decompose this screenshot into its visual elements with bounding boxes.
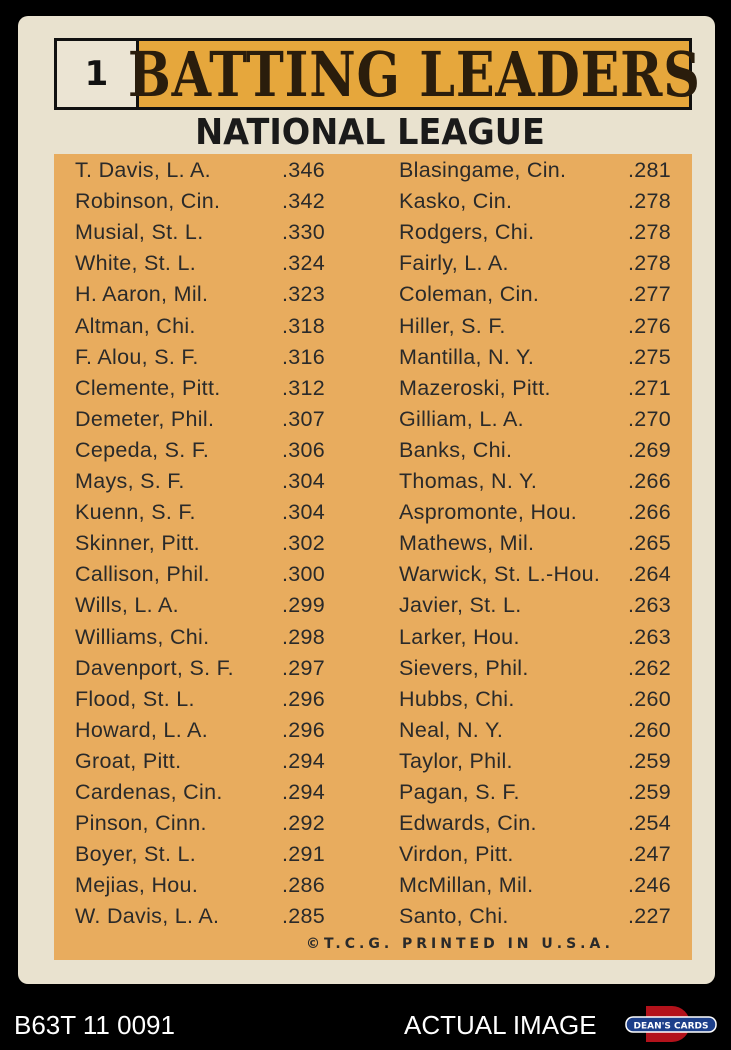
left-player-name: Altman, Chi. bbox=[75, 313, 196, 338]
left-player-name: Clemente, Pitt. bbox=[75, 375, 221, 400]
inventory-id: B63T 11 0091 bbox=[14, 1010, 175, 1040]
left-player-name: White, St. L. bbox=[75, 251, 196, 276]
right-batting-average: .263 bbox=[628, 593, 672, 618]
left-batting-average: .294 bbox=[282, 748, 326, 773]
left-player-name: Callison, Phil. bbox=[75, 562, 210, 587]
league-subtitle: NATIONAL LEAGUE bbox=[195, 112, 545, 153]
right-batting-average: .259 bbox=[628, 780, 672, 804]
right-player-name: Mazeroski, Pitt. bbox=[399, 375, 551, 400]
right-player-name: Mathews, Mil. bbox=[399, 531, 535, 556]
left-batting-average: .296 bbox=[282, 686, 326, 711]
left-player-name: Musial, St. L. bbox=[75, 220, 204, 245]
right-player-name: Hubbs, Chi. bbox=[399, 686, 515, 711]
right-player-name: Virdon, Pitt. bbox=[399, 842, 514, 867]
left-player-name: Howard, L. A. bbox=[75, 717, 208, 742]
left-batting-average: .323 bbox=[282, 282, 326, 307]
right-player-name: McMillan, Mil. bbox=[399, 873, 534, 898]
right-player-name: Fairly, L. A. bbox=[399, 251, 509, 276]
right-player-name: Javier, St. L. bbox=[399, 593, 522, 618]
right-player-name: Pagan, S. F. bbox=[399, 780, 520, 804]
left-player-name: Robinson, Cin. bbox=[75, 189, 221, 214]
left-player-name: Pinson, Cinn. bbox=[75, 811, 207, 836]
left-player-name: Mejias, Hou. bbox=[75, 873, 199, 898]
copyright-footer: ©T.C.G. PRINTED IN U.S.A. bbox=[306, 936, 614, 952]
left-batting-average: .286 bbox=[282, 873, 326, 898]
left-batting-average: .330 bbox=[282, 220, 326, 245]
right-batting-average: .269 bbox=[628, 437, 672, 462]
left-player-name: Cepeda, S. F. bbox=[75, 437, 210, 462]
left-player-name: Davenport, S. F. bbox=[75, 655, 234, 680]
right-batting-average: .275 bbox=[628, 344, 672, 369]
right-batting-average: .270 bbox=[628, 406, 672, 431]
right-batting-average: .266 bbox=[628, 500, 672, 525]
left-batting-average: .342 bbox=[282, 189, 326, 214]
left-player-name: Skinner, Pitt. bbox=[75, 531, 200, 556]
right-player-name: Banks, Chi. bbox=[399, 437, 513, 462]
right-batting-average: .260 bbox=[628, 717, 672, 742]
left-batting-average: .324 bbox=[282, 251, 326, 276]
right-batting-average: .278 bbox=[628, 189, 672, 214]
right-batting-average: .262 bbox=[628, 655, 672, 680]
right-batting-average: .246 bbox=[628, 873, 672, 898]
right-batting-average: .265 bbox=[628, 531, 672, 556]
left-player-name: Flood, St. L. bbox=[75, 686, 195, 711]
right-player-name: Hiller, S. F. bbox=[399, 313, 506, 338]
left-batting-average: .300 bbox=[282, 562, 326, 587]
right-batting-average: .259 bbox=[628, 748, 672, 773]
right-batting-average: .281 bbox=[628, 158, 672, 182]
right-batting-average: .260 bbox=[628, 686, 672, 711]
right-player-name: Santo, Chi. bbox=[399, 904, 509, 929]
left-batting-average: .285 bbox=[282, 904, 326, 929]
right-batting-average: .264 bbox=[628, 562, 672, 587]
right-batting-average: .263 bbox=[628, 624, 672, 649]
right-batting-average: .271 bbox=[628, 375, 672, 400]
left-batting-average: .318 bbox=[282, 313, 326, 338]
card-title: BATTING LEADERS bbox=[127, 37, 701, 111]
right-batting-average: .277 bbox=[628, 282, 672, 307]
right-batting-average: .266 bbox=[628, 469, 672, 493]
left-player-name: T. Davis, L. A. bbox=[75, 158, 211, 182]
left-batting-average: .298 bbox=[282, 624, 326, 649]
left-player-name: Kuenn, S. F. bbox=[75, 500, 196, 525]
left-batting-average: .306 bbox=[282, 437, 326, 462]
right-player-name: Sievers, Phil. bbox=[399, 655, 529, 680]
right-player-name: Aspromonte, Hou. bbox=[399, 500, 578, 525]
right-player-name: Kasko, Cin. bbox=[399, 189, 513, 214]
right-player-name: Thomas, N. Y. bbox=[399, 469, 538, 493]
left-batting-average: .292 bbox=[282, 811, 326, 836]
logo-text: DEAN'S CARDS bbox=[633, 1021, 709, 1032]
right-player-name: Gilliam, L. A. bbox=[399, 406, 524, 431]
left-batting-average: .304 bbox=[282, 469, 326, 493]
left-player-name: Williams, Chi. bbox=[75, 624, 210, 649]
left-player-name: F. Alou, S. F. bbox=[75, 344, 199, 369]
right-player-name: Taylor, Phil. bbox=[399, 748, 513, 773]
left-batting-average: .304 bbox=[282, 500, 326, 525]
right-batting-average: .254 bbox=[628, 811, 672, 836]
left-player-name: Boyer, St. L. bbox=[75, 842, 197, 867]
left-batting-average: .299 bbox=[282, 593, 326, 618]
left-player-name: Groat, Pitt. bbox=[75, 748, 182, 773]
card-number: 1 bbox=[54, 38, 139, 110]
left-batting-average: .302 bbox=[282, 531, 326, 556]
left-batting-average: .346 bbox=[282, 158, 326, 182]
left-batting-average: .297 bbox=[282, 655, 326, 680]
left-player-name: Demeter, Phil. bbox=[75, 406, 215, 431]
left-player-name: W. Davis, L. A. bbox=[75, 904, 220, 929]
right-batting-average: .276 bbox=[628, 313, 672, 338]
left-batting-average: .316 bbox=[282, 344, 326, 369]
left-player-name: Wills, L. A. bbox=[75, 593, 179, 618]
left-player-name: Cardenas, Cin. bbox=[75, 780, 223, 804]
left-batting-average: .291 bbox=[282, 842, 326, 867]
left-batting-average: .294 bbox=[282, 780, 326, 804]
right-player-name: Rodgers, Chi. bbox=[399, 220, 535, 245]
left-player-name: Mays, S. F. bbox=[75, 469, 185, 493]
right-player-name: Coleman, Cin. bbox=[399, 282, 540, 307]
title-banner bbox=[127, 37, 701, 111]
actual-image-label: ACTUAL IMAGE bbox=[404, 1010, 597, 1040]
right-player-name: Neal, N. Y. bbox=[399, 717, 504, 742]
right-batting-average: .247 bbox=[628, 842, 672, 867]
left-batting-average: .296 bbox=[282, 717, 326, 742]
right-player-name: Edwards, Cin. bbox=[399, 811, 537, 836]
right-player-name: Warwick, St. L.-Hou. bbox=[399, 562, 601, 587]
deans-cards-logo bbox=[624, 1004, 718, 1044]
left-batting-average: .307 bbox=[282, 406, 326, 431]
right-player-name: Mantilla, N. Y. bbox=[399, 344, 535, 369]
left-player-name: H. Aaron, Mil. bbox=[75, 282, 209, 307]
right-batting-average: .278 bbox=[628, 251, 672, 276]
right-player-name: Blasingame, Cin. bbox=[399, 158, 567, 182]
right-batting-average: .278 bbox=[628, 220, 672, 245]
right-batting-average: .227 bbox=[628, 904, 672, 929]
left-batting-average: .312 bbox=[282, 375, 326, 400]
right-player-name: Larker, Hou. bbox=[399, 624, 520, 649]
